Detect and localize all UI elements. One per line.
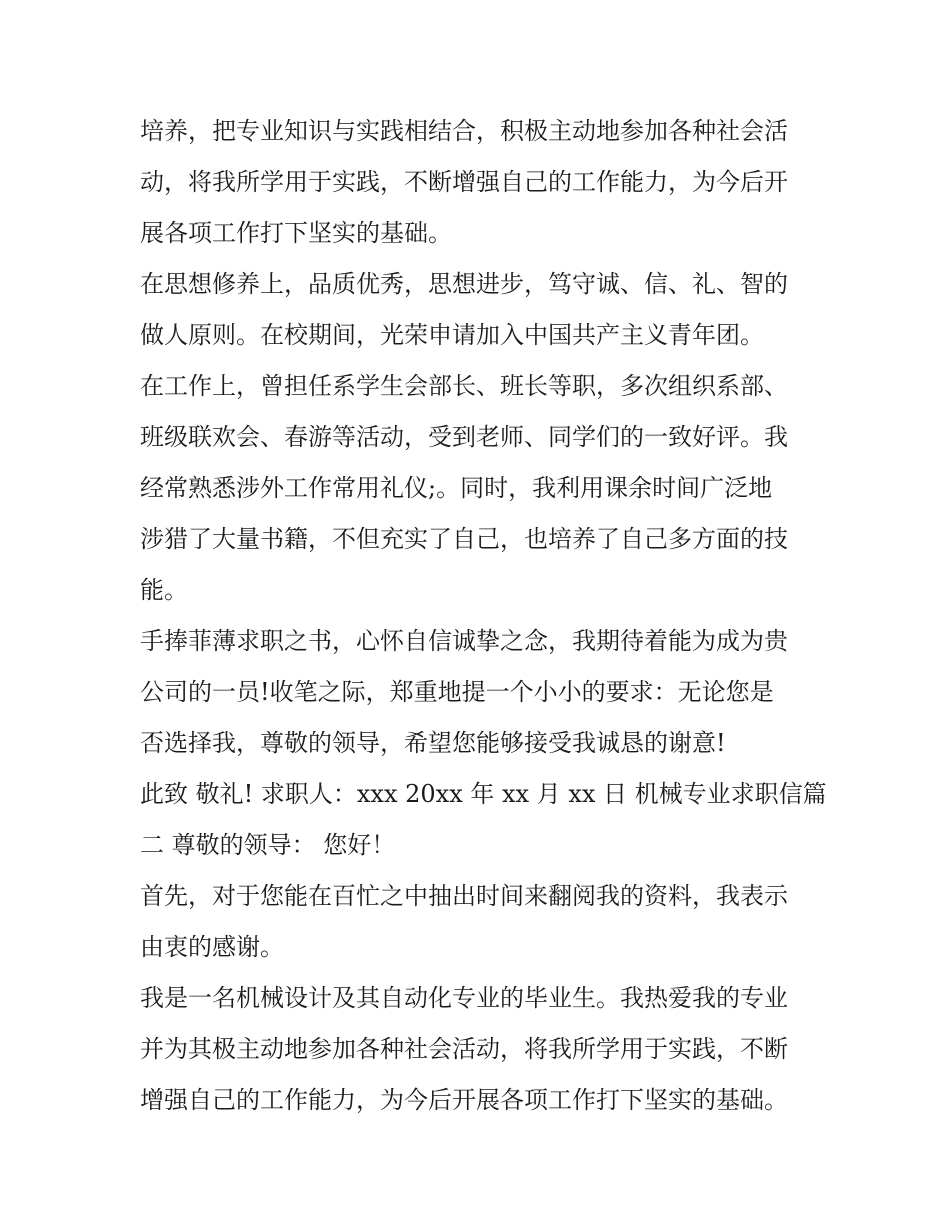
text-line: 在思想修养上，品质优秀，思想进步，笃守诚、信、礼、智的 [140, 270, 788, 298]
text-line: 二 尊敬的领导： 您好！ [140, 831, 396, 859]
text-line: 我是一名机械设计及其自动化专业的毕业生。我热爱我的专业 [140, 984, 788, 1012]
text-line: 在工作上，曾担任系学生会部长、班长等职，多次组织系部、 [140, 372, 788, 400]
text-line: 并为其极主动地参加各种社会活动，将我所学用于实践，不断 [140, 1035, 788, 1063]
text-line: 此致 敬礼! 求职人：xxx 20xx 年 xx 月 xx 日 机械专业求职信篇 [140, 780, 827, 808]
text-line: 培养，把专业知识与实践相结合，积极主动地参加各种社会活 [140, 117, 788, 145]
document-body [140, 106, 827, 1126]
text-line: 经常熟悉涉外工作常用礼仪;。同时，我利用课余时间广泛地 [140, 474, 773, 502]
text-line: 能。 [140, 576, 188, 604]
text-line: 公司的一员!收笔之际，郑重地提一个小小的要求：无论您是 [140, 678, 774, 706]
text-line: 展各项工作打下坚实的基础。 [140, 219, 452, 247]
text-line: 手捧菲薄求职之书，心怀自信诚挚之念，我期待着能为成为贵 [140, 627, 788, 655]
text-line: 否选择我，尊敬的领导，希望您能够接受我诚恳的谢意! [140, 729, 726, 757]
text-line: 增强自己的工作能力，为今后开展各项工作打下坚实的基础。 [140, 1086, 788, 1114]
text-line: 涉猎了大量书籍，不但充实了自己，也培养了自己多方面的技 [140, 525, 788, 553]
text-line: 动，将我所学用于实践，不断增强自己的工作能力，为今后开 [140, 168, 788, 196]
text-line: 由衷的感谢。 [140, 933, 284, 961]
text-line: 做人原则。在校期间，光荣申请加入中国共产主义青年团。 [140, 321, 764, 349]
text-line: 首先，对于您能在百忙之中抽出时间来翻阅我的资料，我表示 [140, 882, 788, 910]
text-line: 班级联欢会、春游等活动，受到老师、同学们的一致好评。我 [140, 423, 788, 451]
